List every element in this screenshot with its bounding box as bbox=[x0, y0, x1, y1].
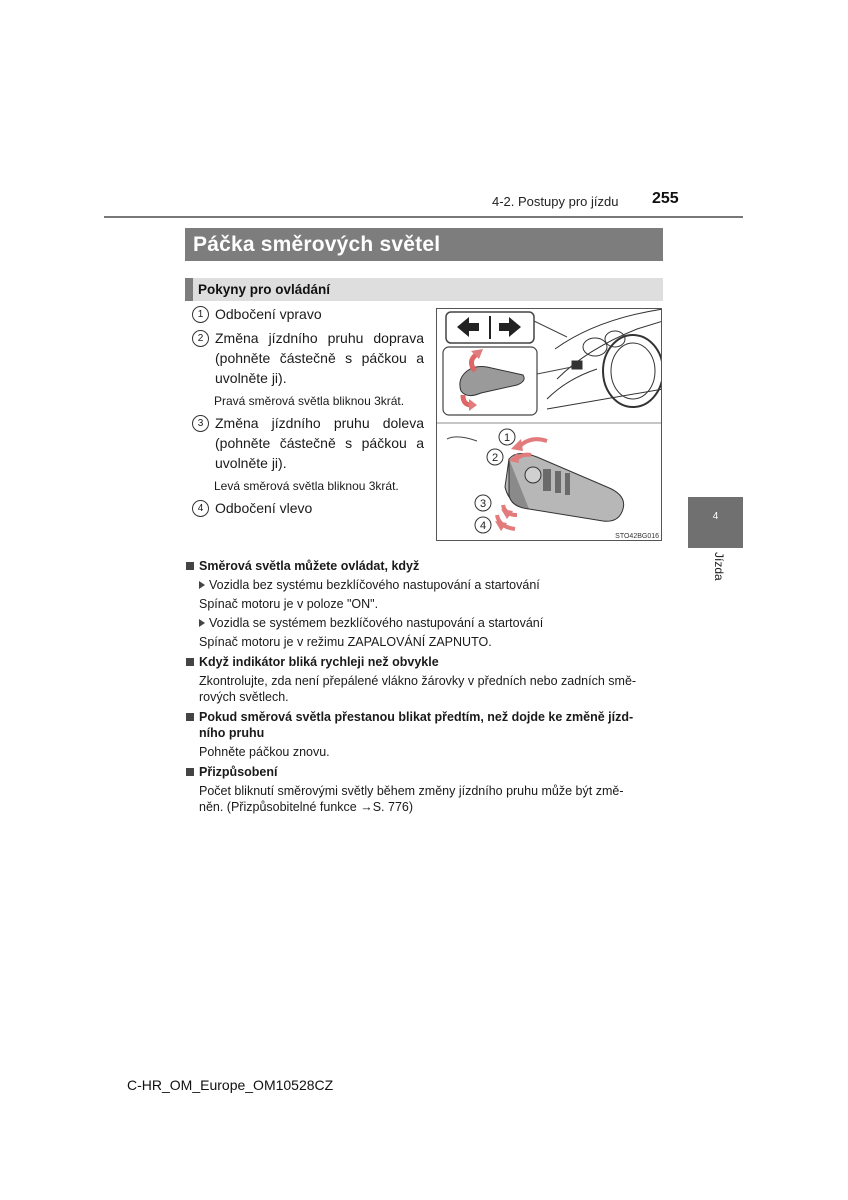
callout-3: 3 bbox=[479, 498, 487, 510]
callout-1: 1 bbox=[503, 432, 511, 444]
figure-illustration bbox=[437, 309, 662, 541]
list-item bbox=[192, 304, 424, 324]
note-text: něn. (Přizpůsobitelné funkce →S. 776) bbox=[199, 800, 414, 814]
chapter-label: Jízda bbox=[712, 552, 726, 581]
turn-signal-lever-figure bbox=[436, 308, 662, 541]
note-heading: Přizpůsobení bbox=[186, 764, 662, 780]
note-heading: Pokud směrová světla přestanou blikat předtím, než dojde ke změně jízd- bbox=[186, 709, 662, 725]
note-bullet: Vozidla bez systému bezklíčového nastupování a startování bbox=[186, 577, 662, 593]
list-item bbox=[192, 328, 424, 388]
turn-arrows-icon bbox=[446, 312, 567, 343]
list-item-note: Levá směrová světla bliknou 3krát. bbox=[214, 479, 399, 493]
note-bullet: Vozidla se systémem bezklíčového nastupování a startování bbox=[186, 615, 662, 631]
list-item-text: Odbočení vlevo bbox=[215, 500, 313, 516]
note-text: Spínač motoru je v poloze "ON". bbox=[199, 597, 379, 611]
note-text: rových světlech. bbox=[199, 690, 289, 704]
list-item-note: Pravá směrová světla bliknou 3krát. bbox=[214, 394, 405, 408]
notes-section bbox=[186, 558, 662, 815]
square-bullet-icon bbox=[186, 713, 194, 721]
note-text: Zkontrolujte, zda není přepálené vlákno žárovky v předních nebo zadních smě- bbox=[199, 674, 637, 688]
callout-number: 4 bbox=[192, 500, 209, 517]
note-heading: Když indikátor bliká rychleji než obvykle bbox=[186, 654, 662, 670]
operation-list bbox=[192, 304, 424, 518]
square-bullet-icon bbox=[186, 768, 194, 776]
list-item-text: Odbočení vpravo bbox=[215, 306, 322, 322]
triangle-bullet-icon bbox=[199, 619, 205, 627]
document-code: C-HR_OM_Europe_OM10528CZ bbox=[127, 1077, 334, 1093]
subtitle-bar bbox=[185, 278, 663, 301]
note-text: Pohněte páčkou znovu. bbox=[199, 745, 330, 759]
title-bar bbox=[185, 228, 663, 261]
note-heading-cont: ního pruhu bbox=[199, 726, 265, 740]
lever-inset bbox=[443, 347, 537, 415]
chapter-tab bbox=[688, 497, 743, 548]
list-item-text: Změna jízdního pruhu doprava (pohněte částečně s páčkou a uvolněte ji). bbox=[215, 330, 424, 386]
chapter-number: 4 bbox=[712, 511, 719, 522]
note-text: Spínač motoru je v režimu ZAPALOVÁNÍ ZAPNUTO. bbox=[199, 635, 492, 649]
callout-4: 4 bbox=[479, 520, 487, 532]
note-text: Počet bliknutí směrovými světly během změny jízdního pruhu může být změ- bbox=[199, 784, 624, 798]
header-section-title: 4-2. Postupy pro jízdu bbox=[492, 194, 619, 209]
square-bullet-icon bbox=[186, 658, 194, 666]
header-divider bbox=[104, 216, 743, 218]
note-heading: Směrová světla můžete ovládat, když bbox=[186, 558, 662, 574]
lever-detail bbox=[447, 437, 624, 531]
callout-number: 3 bbox=[192, 415, 209, 432]
list-item-text: Změna jízdního pruhu doleva (pohněte částečně s páčkou a uvolněte ji). bbox=[215, 415, 424, 471]
section-subtitle: Pokyny pro ovládání bbox=[198, 282, 331, 297]
list-item bbox=[192, 413, 424, 473]
callout-number: 1 bbox=[192, 306, 209, 323]
figure-code: STO42BG016 bbox=[615, 533, 659, 540]
page-title: Páčka směrových světel bbox=[193, 232, 441, 256]
callout-number: 2 bbox=[192, 330, 209, 347]
dashboard-sketch bbox=[537, 309, 662, 409]
list-item bbox=[192, 498, 424, 518]
page-number: 255 bbox=[652, 190, 679, 207]
square-bullet-icon bbox=[186, 562, 194, 570]
triangle-bullet-icon bbox=[199, 581, 205, 589]
callout-2: 2 bbox=[491, 452, 499, 464]
